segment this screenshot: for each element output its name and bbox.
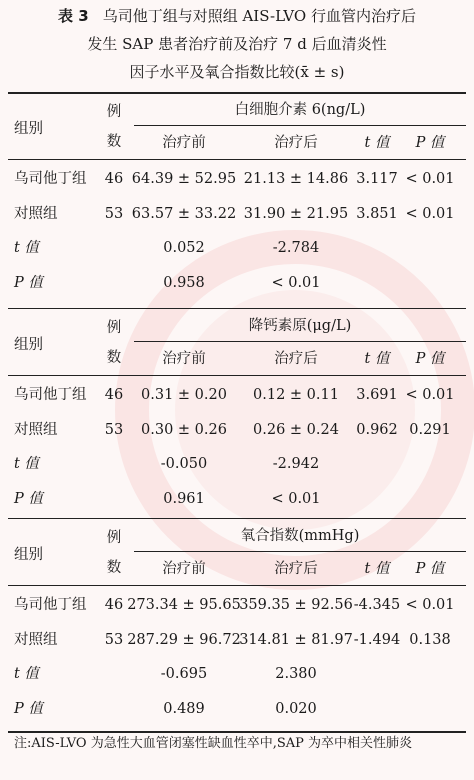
row-before: 0.30 ± 0.26 <box>141 422 227 438</box>
t-row-after: -2.784 <box>272 240 320 256</box>
row-t: 3.851 <box>356 206 398 222</box>
row-p: 0.291 <box>409 422 451 438</box>
table-caption-line-3: 因子水平及氧合指数比较(x̄ ± s) <box>129 63 345 81</box>
section-title: 降钙素原(μg/L) <box>248 318 352 334</box>
header-group: 组别 <box>14 337 43 353</box>
row-group: 乌司他丁组 <box>14 171 87 187</box>
header-n-bottom: 数 <box>106 350 122 366</box>
p-row-label: P 值 <box>14 491 43 507</box>
row-group: 乌司他丁组 <box>14 597 87 613</box>
row-before: 63.57 ± 33.22 <box>131 206 237 222</box>
row-n: 53 <box>104 206 124 222</box>
section-title-rule <box>134 551 466 552</box>
section-top-rule <box>8 92 466 94</box>
section-top-rule <box>8 308 466 309</box>
section-title-rule <box>134 341 466 342</box>
section-title-rule <box>134 125 466 126</box>
p-row-before: 0.958 <box>163 275 205 291</box>
row-n: 46 <box>104 171 124 187</box>
row-group: 对照组 <box>14 422 58 438</box>
row-p: < 0.01 <box>405 597 455 613</box>
row-after: 31.90 ± 21.95 <box>243 206 349 222</box>
row-p: < 0.01 <box>405 387 455 403</box>
header-group: 组别 <box>14 547 43 563</box>
t-row-before: -0.050 <box>160 456 208 472</box>
section-top-rule <box>8 518 466 519</box>
header-after: 治疗后 <box>274 561 318 577</box>
row-before: 273.34 ± 95.65 <box>127 597 241 613</box>
table-caption-line-1: 表 3 乌司他丁组与对照组 AIS-LVO 行血管内治疗后 <box>58 7 416 25</box>
t-row-after: 2.380 <box>275 666 317 682</box>
row-t: -4.345 <box>353 597 401 613</box>
p-row-before: 0.961 <box>163 491 205 507</box>
t-row-after: -2.942 <box>272 456 320 472</box>
header-n-bottom: 数 <box>106 134 122 150</box>
header-bottom-rule <box>8 159 466 160</box>
t-row-before: 0.052 <box>163 240 205 256</box>
row-t: -1.494 <box>353 632 401 648</box>
row-t: 3.691 <box>356 387 398 403</box>
row-before: 64.39 ± 52.95 <box>131 171 237 187</box>
p-row-after: 0.020 <box>275 701 317 717</box>
header-t: t 值 <box>364 561 390 577</box>
row-group: 对照组 <box>14 206 58 222</box>
row-before: 0.31 ± 0.20 <box>141 387 227 403</box>
row-t: 0.962 <box>356 422 398 438</box>
section-title: 氧合指数(mmHg) <box>240 528 360 544</box>
row-n: 53 <box>104 632 124 648</box>
row-n: 46 <box>104 387 124 403</box>
row-p: < 0.01 <box>405 206 455 222</box>
row-before: 287.29 ± 96.72 <box>127 632 241 648</box>
row-n: 53 <box>104 422 124 438</box>
p-row-after: < 0.01 <box>271 491 321 507</box>
header-t: t 值 <box>364 351 390 367</box>
header-after: 治疗后 <box>274 351 318 367</box>
table-caption-line-2: 发生 SAP 患者治疗前及治疗 7 d 后血清炎性 <box>87 35 387 53</box>
header-n-top: 例 <box>106 530 122 546</box>
header-before: 治疗前 <box>162 561 206 577</box>
t-row-before: -0.695 <box>160 666 208 682</box>
row-after: 314.81 ± 81.97 <box>239 632 353 648</box>
p-row-label: P 值 <box>14 701 43 717</box>
header-group: 组别 <box>14 121 43 137</box>
t-row-label: t 值 <box>14 666 39 682</box>
row-group: 对照组 <box>14 632 58 648</box>
header-t: t 值 <box>364 135 390 151</box>
p-row-after: < 0.01 <box>271 275 321 291</box>
row-n: 46 <box>104 597 124 613</box>
header-n-top: 例 <box>106 320 122 336</box>
header-before: 治疗前 <box>162 135 206 151</box>
header-bottom-rule <box>8 375 466 376</box>
section-title: 白细胞介素 6(ng/L) <box>234 102 366 118</box>
table-label: 表 3 <box>58 7 89 25</box>
header-bottom-rule <box>8 585 466 586</box>
t-row-label: t 值 <box>14 240 39 256</box>
row-p: 0.138 <box>409 632 451 648</box>
row-after: 21.13 ± 14.86 <box>243 171 349 187</box>
row-after: 0.26 ± 0.24 <box>253 422 339 438</box>
row-after: 359.35 ± 92.56 <box>239 597 353 613</box>
header-after: 治疗后 <box>274 135 318 151</box>
row-p: < 0.01 <box>405 171 455 187</box>
header-p: P 值 <box>415 135 445 151</box>
row-t: 3.117 <box>356 171 398 187</box>
header-p: P 值 <box>415 561 445 577</box>
header-n-top: 例 <box>106 104 122 120</box>
row-group: 乌司他丁组 <box>14 387 87 403</box>
table-note: 注:AIS-LVO 为急性大血管闭塞性缺血性卒中,SAP 为卒中相关性肺炎 <box>14 736 413 751</box>
t-row-label: t 值 <box>14 456 39 472</box>
p-row-label: P 值 <box>14 275 43 291</box>
p-row-before: 0.489 <box>163 701 205 717</box>
header-n-bottom: 数 <box>106 560 122 576</box>
header-p: P 值 <box>415 351 445 367</box>
header-before: 治疗前 <box>162 351 206 367</box>
row-after: 0.12 ± 0.11 <box>253 387 339 403</box>
